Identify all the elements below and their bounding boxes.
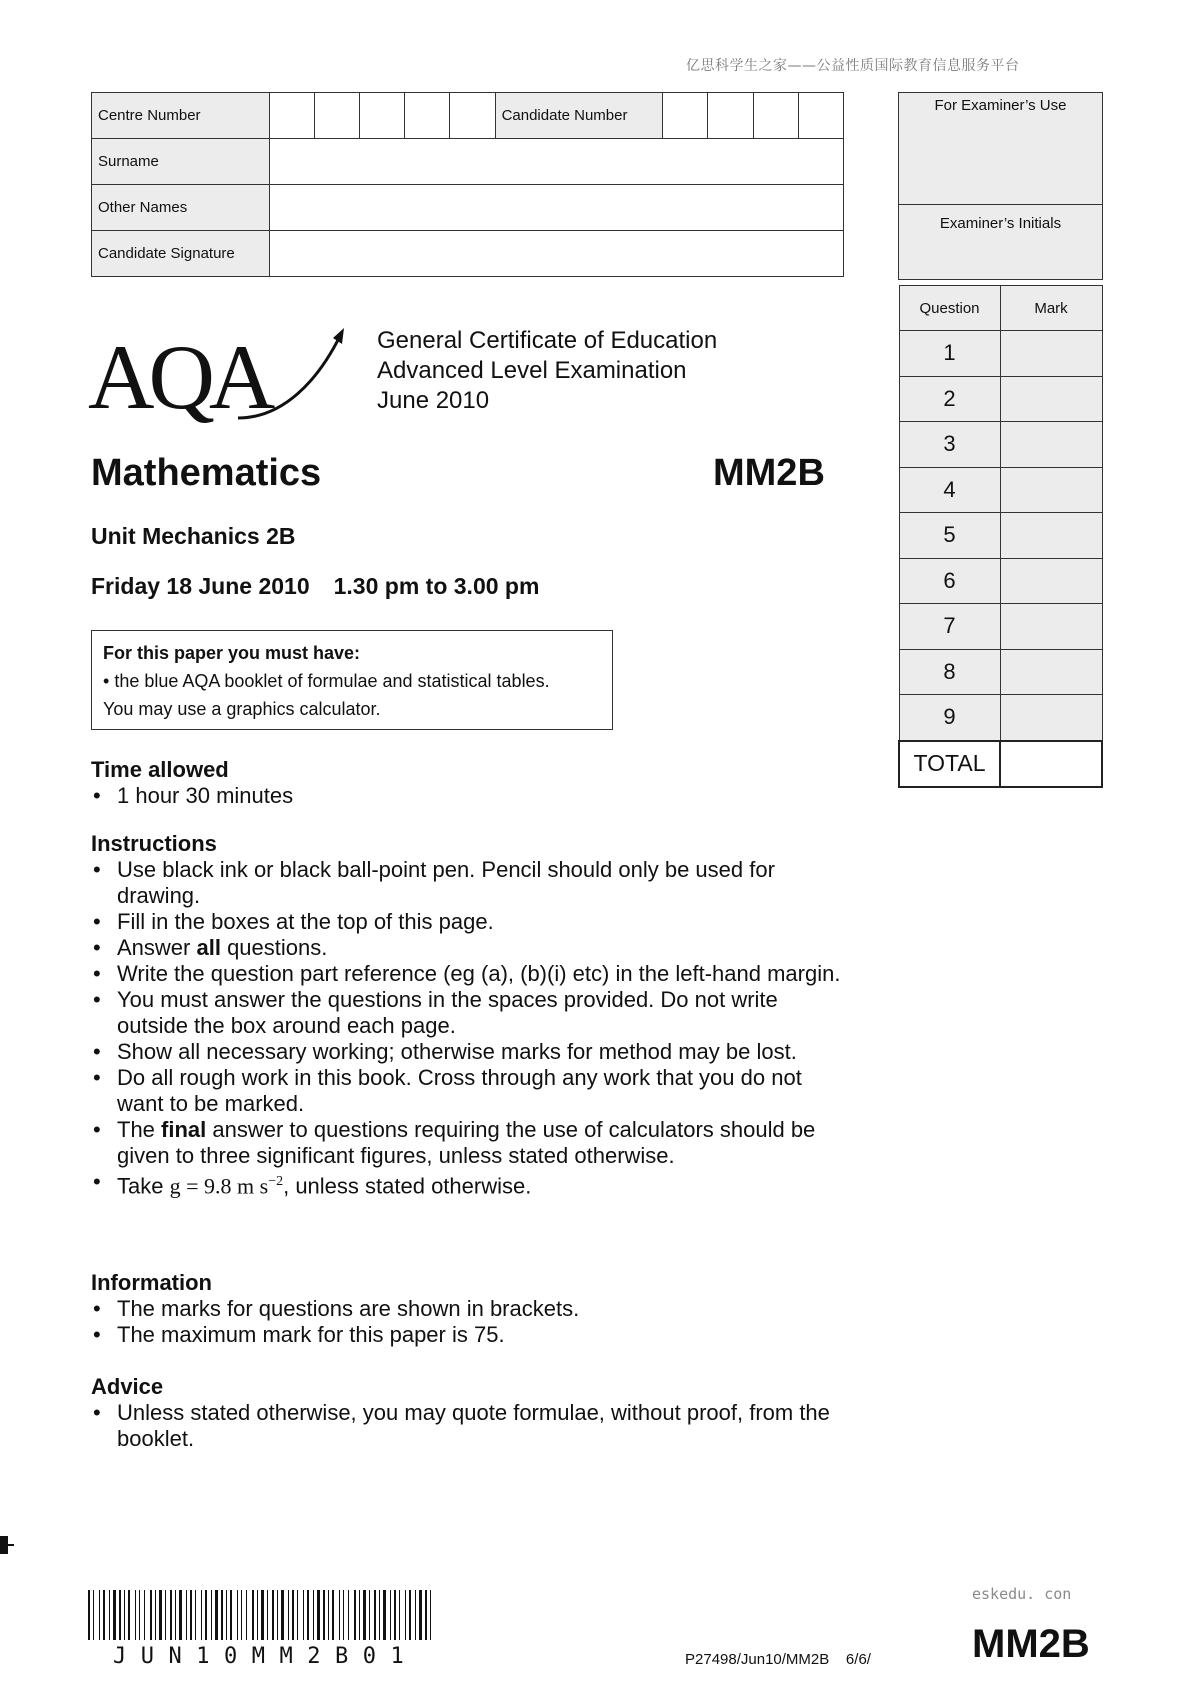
watermark-text: 亿思科学生之家——公益性质国际教育信息服务平台 — [686, 58, 1020, 74]
qualification-line: June 2010 — [377, 387, 490, 414]
question-number: 1 — [899, 331, 1000, 377]
question-number: 4 — [899, 467, 1000, 513]
exam-date: Friday 18 June 2010 — [91, 573, 310, 599]
section-heading: Time allowed — [91, 757, 229, 782]
list-item: • 1 hour 30 minutes — [91, 783, 851, 809]
barcode-bar — [128, 1590, 130, 1640]
barcode-bar — [179, 1590, 182, 1640]
mark-cell[interactable] — [1000, 513, 1102, 559]
aqa-logo-text: AQA — [88, 326, 270, 426]
barcode — [86, 1590, 436, 1640]
barcode-bar — [211, 1590, 212, 1640]
question-number: 5 — [899, 513, 1000, 559]
barcode-bar — [409, 1590, 411, 1640]
list-item: • You must answer the questions in the spaces provided. Do not write outside the box around each page. — [91, 987, 851, 1039]
barcode-bar — [359, 1590, 360, 1640]
centre-number-box[interactable] — [450, 93, 495, 139]
barcode-bar — [425, 1590, 427, 1640]
examiner-panel — [898, 92, 1103, 788]
list-item: • Use black ink or black ball-point pen. Pencil should only be used for drawing. — [91, 857, 851, 909]
barcode-bar — [139, 1590, 140, 1640]
list-item: • Do all rough work in this book. Cross through any work that you do not want to be marked. — [91, 1065, 851, 1117]
section-heading: Information — [91, 1270, 212, 1295]
barcode-bar — [237, 1590, 238, 1640]
barcode-bar — [415, 1590, 416, 1640]
barcode-bar — [394, 1590, 396, 1640]
section-heading: Advice — [91, 1374, 164, 1399]
list-item: • The maximum mark for this paper is 75. — [91, 1322, 851, 1348]
barcode-bar — [99, 1590, 100, 1640]
barcode-bar — [399, 1590, 400, 1640]
site-watermark: eskedu. con — [972, 1585, 1072, 1603]
barcode-bar — [93, 1590, 94, 1640]
marks-table — [898, 285, 1103, 788]
list-item: • Show all necessary working; otherwise marks for method may be lost. — [91, 1039, 851, 1065]
barcode-bar — [307, 1590, 309, 1640]
barcode-bar — [297, 1590, 298, 1640]
barcode-bar — [190, 1590, 192, 1640]
mark-cell[interactable] — [1000, 467, 1102, 513]
barcode-bar — [215, 1590, 218, 1640]
mark-cell[interactable] — [1000, 558, 1102, 604]
barcode-bar — [150, 1590, 152, 1640]
barcode-bar — [430, 1590, 431, 1640]
barcode-bar — [155, 1590, 156, 1640]
signature-field[interactable] — [269, 231, 843, 277]
mark-cell[interactable] — [1000, 604, 1102, 650]
centre-number-label: Centre Number — [92, 93, 270, 139]
exam-time: 1.30 pm to 3.00 pm — [333, 573, 540, 599]
centre-number-box[interactable] — [314, 93, 359, 139]
barcode-bar — [257, 1590, 258, 1640]
registration-mark — [0, 1530, 14, 1560]
exam-date-time — [91, 573, 563, 600]
centre-number-box[interactable] — [360, 93, 405, 139]
barcode-bar — [246, 1590, 247, 1640]
barcode-bar — [109, 1590, 110, 1640]
barcode-bar — [354, 1590, 356, 1640]
barcode-bar — [252, 1590, 254, 1640]
surname-label: Surname — [92, 139, 270, 185]
time-allowed-section — [91, 757, 851, 809]
mark-cell[interactable] — [1000, 649, 1102, 695]
barcode-bar — [405, 1590, 406, 1640]
barcode-bar — [317, 1590, 320, 1640]
information-section — [91, 1270, 851, 1348]
barcode-bar — [348, 1590, 349, 1640]
mark-cell[interactable] — [1000, 376, 1102, 422]
candidate-number-box[interactable] — [753, 93, 798, 139]
requirements-item: • the blue AQA booklet of formulae and statistical tables. — [103, 671, 550, 691]
barcode-bar — [261, 1590, 264, 1640]
qualification-header — [377, 326, 717, 416]
barcode-bar — [175, 1590, 176, 1640]
section-heading: Instructions — [91, 831, 217, 856]
barcode-bar — [332, 1590, 334, 1640]
barcode-bar — [313, 1590, 314, 1640]
barcode-bar — [390, 1590, 391, 1640]
list-item: • Write the question part reference (eg (a), (b)(i) etc) in the left-hand margin. — [91, 961, 851, 987]
barcode-bar — [272, 1590, 274, 1640]
advice-section — [91, 1374, 851, 1452]
mark-cell[interactable] — [1000, 422, 1102, 468]
candidate-number-label: Candidate Number — [495, 93, 663, 139]
list-item: • Unless stated otherwise, you may quote formulae, without proof, from the booklet. — [91, 1400, 851, 1452]
total-label: TOTAL — [899, 741, 1000, 787]
candidate-number-box[interactable] — [798, 93, 843, 139]
candidate-number-box[interactable] — [708, 93, 753, 139]
barcode-bar — [170, 1590, 172, 1640]
requirements-item-text: the blue AQA booklet of formulae and statistical tables. — [114, 671, 550, 691]
barcode-bar — [374, 1590, 376, 1640]
list-item: • The marks for questions are shown in brackets. — [91, 1296, 851, 1322]
requirements-box — [91, 630, 613, 730]
candidate-number-box[interactable] — [663, 93, 708, 139]
gravity-formula: g = 9.8 m s — [169, 1173, 269, 1199]
subject-title: Mathematics — [91, 452, 322, 494]
instructions-section — [91, 831, 851, 1199]
list-item: • Take g = 9.8 m $s^{-2}$, unless stated otherwise. — [91, 1169, 851, 1199]
barcode-bar — [383, 1590, 386, 1640]
examiner-initials-label: Examiner’s Initials — [898, 205, 1103, 280]
signature-label: Candidate Signature — [92, 231, 270, 277]
barcode-bar — [369, 1590, 370, 1640]
question-number: 2 — [899, 376, 1000, 422]
qualification-line: Advanced Level Examination — [377, 357, 687, 384]
total-mark-cell[interactable] — [1000, 741, 1102, 787]
requirements-note: You may use a graphics calculator. — [103, 699, 381, 719]
barcode-bar — [88, 1590, 90, 1640]
barcode-bar — [186, 1590, 187, 1640]
centre-number-box[interactable] — [405, 93, 450, 139]
barcode-bar — [303, 1590, 304, 1640]
barcode-bar — [113, 1590, 116, 1640]
barcode-bar — [124, 1590, 125, 1640]
barcode-bar — [230, 1590, 232, 1640]
footer-paper-code: MM2B — [972, 1622, 1090, 1666]
barcode-bar — [343, 1590, 344, 1640]
candidate-details-table — [91, 92, 844, 277]
requirements-heading: For this paper you must have: — [103, 643, 361, 663]
barcode-bar — [103, 1590, 105, 1640]
barcode-bar — [165, 1590, 166, 1640]
barcode-bar — [119, 1590, 121, 1640]
barcode-bar — [135, 1590, 136, 1640]
barcode-bar — [241, 1590, 242, 1640]
barcode-bar — [281, 1590, 284, 1640]
barcode-bar — [277, 1590, 278, 1640]
list-item: • The final answer to questions requiring the use of calculators should be given to three significant figures, unless stated otherwise. — [91, 1117, 851, 1169]
paper-code: MM2B — [713, 452, 825, 494]
examiner-use-label: For Examiner’s Use — [898, 92, 1103, 205]
aqa-logo — [88, 326, 348, 426]
barcode-bar — [221, 1590, 223, 1640]
mark-cell[interactable] — [1000, 331, 1102, 377]
barcode-bar — [195, 1590, 196, 1640]
barcode-bar — [363, 1590, 366, 1640]
barcode-bar — [323, 1590, 325, 1640]
barcode-bar — [288, 1590, 289, 1640]
barcode-bar — [144, 1590, 145, 1640]
barcode-bar — [205, 1590, 207, 1640]
list-item: • Fill in the boxes at the top of this page. — [91, 909, 851, 935]
mark-cell[interactable] — [1000, 695, 1102, 741]
surname-field[interactable] — [269, 139, 843, 185]
question-number: 8 — [899, 649, 1000, 695]
mark-header: Mark — [1000, 286, 1102, 331]
centre-number-box[interactable] — [269, 93, 314, 139]
barcode-bar — [339, 1590, 340, 1640]
barcode-bar — [159, 1590, 162, 1640]
barcode-bar — [328, 1590, 329, 1640]
unit-title: Unit Mechanics 2B — [91, 523, 296, 549]
other-names-field[interactable] — [269, 185, 843, 231]
barcode-bar — [226, 1590, 227, 1640]
question-number: 7 — [899, 604, 1000, 650]
barcode-bar — [419, 1590, 422, 1640]
question-header: Question — [899, 286, 1000, 331]
paper-reference: P27498/Jun10/MM2B 6/6/ — [685, 1651, 871, 1668]
question-number: 3 — [899, 422, 1000, 468]
barcode-text: JUN10MM2B01 — [113, 1644, 419, 1669]
other-names-label: Other Names — [92, 185, 270, 231]
qualification-line: General Certificate of Education — [377, 327, 718, 354]
barcode-bar — [292, 1590, 294, 1640]
barcode-bar — [379, 1590, 380, 1640]
question-number: 9 — [899, 695, 1000, 741]
barcode-bar — [267, 1590, 268, 1640]
barcode-bar — [201, 1590, 202, 1640]
question-number: 6 — [899, 558, 1000, 604]
list-item: • Answer all questions. — [91, 935, 851, 961]
